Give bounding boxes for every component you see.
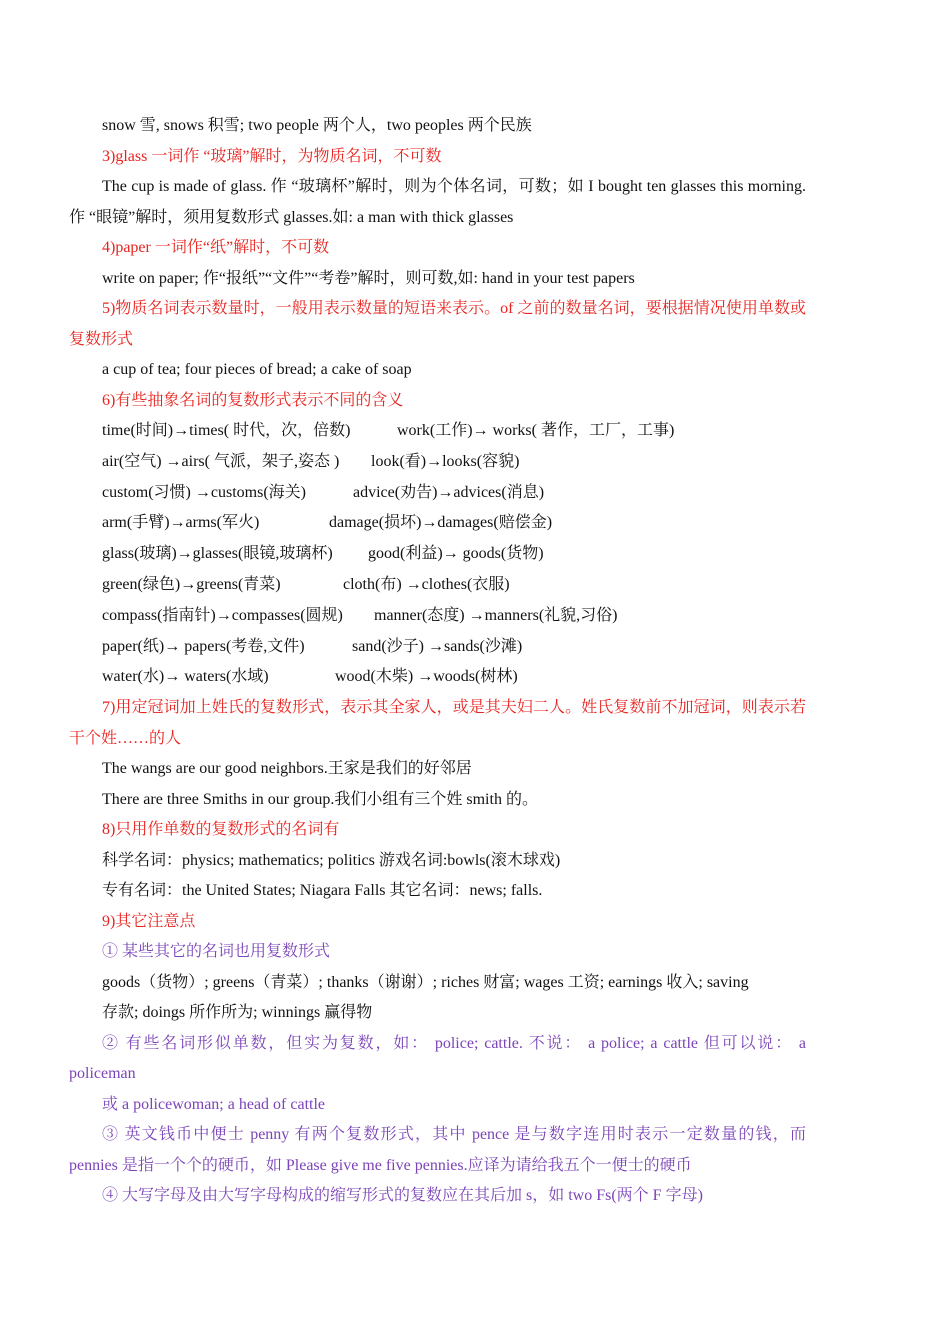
text-line: There are three Smiths in our group.我们小组有三个姓 smith 的。	[102, 790, 538, 808]
note-3: ③ 英文钱币中便士 penny 有两个复数形式，其中 pence 是与数字连用时表示一定数量的钱，而 pennies 是指一个个的硬币，如 Please give me five pennies.应译为请给我五个一便士的硬币	[69, 1126, 806, 1174]
word-pair-right: advice(劝告)→advices(消息)	[353, 483, 545, 501]
text-line: a cup of tea; four pieces of bread; a cake of soap	[102, 361, 412, 378]
heading-abstract-nouns: 6)有些抽象名词的复数形式表示不同的含义	[102, 391, 404, 409]
text-line: 存款; doings 所作所为; winnings 赢得物	[102, 1004, 373, 1022]
text-line: 专有名词：the United States; Niagara Falls 其它名词：news; falls.	[102, 882, 543, 900]
word-pair-row	[69, 478, 806, 509]
word-pair-left: water(水)→ waters(水域)	[102, 668, 269, 686]
document-page	[69, 111, 806, 1212]
word-pair-right: work(工作)→ works( 著作，工厂，工事)	[397, 422, 675, 439]
word-pair-right: sand(沙子) →sands(沙滩)	[352, 637, 523, 655]
word-pair-row	[69, 508, 806, 539]
heading-singular-plural: 8)只用作单数的复数形式的名词有	[102, 821, 340, 839]
note-2-continued: 或 a policewoman; a head of cattle	[102, 1095, 326, 1113]
note-1: ① 某些其它的名词也用复数形式	[102, 943, 331, 961]
note-2: ② 有些名词形似单数，但实为复数，如： police; cattle. 不说： a police; a cattle 但可以说： a policeman	[69, 1034, 806, 1083]
heading-paper: 4)paper 一词作“纸”解时，不可数	[102, 239, 330, 256]
word-pair-right: manner(态度) →manners(礼貌,习俗)	[374, 606, 618, 624]
word-pair-row	[69, 632, 806, 663]
word-pair-row	[69, 570, 806, 601]
text-line: The wangs are our good neighbors.王家是我们的好邻居	[102, 760, 472, 778]
heading-material-nouns: 5)物质名词表示数量时，一般用表示数量的短语来表示。of 之前的数量名词，要根据情况使用单数或复数形式	[69, 300, 806, 348]
word-pair-left: time(时间)→times( 时代，次，倍数)	[102, 422, 351, 439]
word-pair-right: look(看)→looks(容貌)	[371, 452, 520, 470]
text-line: goods（货物）; greens（青菜）; thanks（谢谢）; riches 财富; wages 工资; earnings 收入; saving	[102, 973, 749, 991]
heading-surnames: 7)用定冠词加上姓氏的复数形式，表示其全家人，或是其夫妇二人。姓氏复数前不加冠词，则表示若干个姓……的人	[69, 699, 806, 747]
word-pair-row	[69, 416, 806, 447]
word-pair-left: custom(习惯) →customs(海关)	[102, 483, 306, 501]
word-pair-left: paper(纸)→ papers(考卷,文件)	[102, 637, 305, 655]
text-line: write on paper; 作“报纸”“文件”“考卷”解时，则可数,如: hand in your test papers	[102, 269, 635, 287]
word-pair-left: green(绿色)→greens(青菜)	[102, 575, 281, 593]
word-pair-row	[69, 539, 806, 570]
word-pair-left: glass(玻璃)→glasses(眼镜,玻璃杯)	[102, 545, 333, 563]
heading-other-notes: 9)其它注意点	[102, 912, 196, 930]
note-4: ④ 大写字母及由大写字母构成的缩写形式的复数应在其后加 s，如 two Fs(两个 F 字母)	[102, 1187, 703, 1205]
word-pair-row	[69, 662, 806, 693]
text-line: 科学名词：physics; mathematics; politics 游戏名词:bowls(滚木球戏)	[102, 851, 561, 869]
word-pair-left: compass(指南针)→compasses(圆规)	[102, 606, 343, 624]
word-pair-row	[69, 447, 806, 478]
word-pair-left: arm(手臂)→arms(军火)	[102, 514, 260, 532]
word-pair-right: wood(木柴) →woods(树林)	[335, 668, 518, 686]
text-paragraph: The cup is made of glass. 作 “玻璃杯”解时，则为个体名词，可数；如 I bought ten glasses this morning. 作 “眼镜”解时，须用复数形式 glasses.如: a man with thick glasses	[69, 178, 806, 226]
word-pair-row	[69, 601, 806, 632]
text-line: snow 雪, snows 积雪; two people 两个人，two peoples 两个民族	[102, 117, 532, 134]
word-pair-right: damage(损坏)→damages(赔偿金)	[329, 514, 553, 532]
word-pair-left: air(空气) →airs( 气派，架子,姿态 )	[102, 452, 340, 470]
word-pair-right: good(利益)→ goods(货物)	[368, 545, 544, 563]
word-pair-right: cloth(布) →clothes(衣服)	[343, 575, 510, 593]
heading-glass: 3)glass 一词作 “玻璃”解时，为物质名词，不可数	[102, 147, 442, 165]
